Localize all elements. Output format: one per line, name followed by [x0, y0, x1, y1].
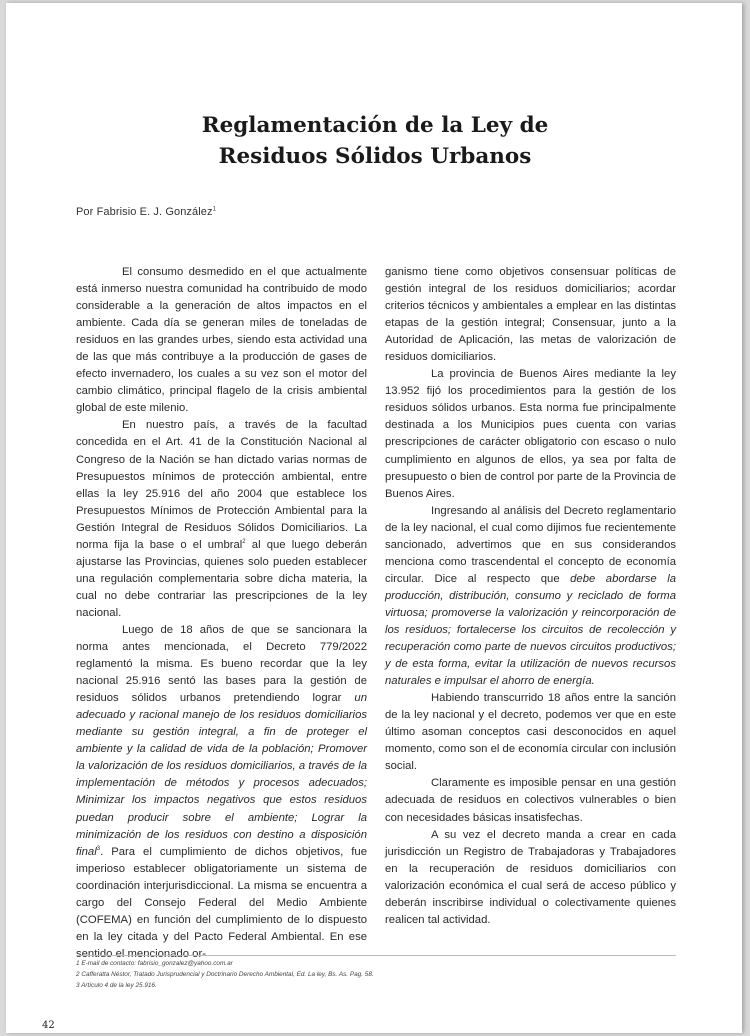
footnote-ref-3: 3: [96, 845, 101, 852]
footnote-ref-2: 2: [242, 538, 246, 545]
article-title: [0, 110, 750, 172]
title-line-2: Residuos Sólidos Urbanos: [218, 144, 532, 169]
footnote-3: 3 Artículo 4 de la ley 25.916.: [76, 982, 157, 989]
paragraph: En nuestro país, a través de la facultad concedida en el Art. 41 de la Constitución Nacional al Congreso de la Nación se han dictado varias normas de Presupuestos mínimos de protección ambiental, entre ellas la ley 25.916 del año 2004 que establece los Presupuestos Mínimos de Protección Ambiental para la Gestión Integral de Residuos Sólidos Domiciliarios. La norma fija la base o el umbral$^2$ al que luego deberán ajustarse las Provincias, quienes solo pueden establecer una regulación complementaria sobre dicha materia, la cual no debe contrariar las prescripciones de la ley nacional.: [76, 419, 367, 619]
quoted-objectives: un adecuado y racional manejo de los residuos domiciliarios mediante su gestión integral, a fin de proteger el ambiente y la calidad de vida de la población; Promover la valorización de los residuos domiciliarios, a través de la implementación de métodos y procesos adecuados; Minimizar los impactos negativos que estos residuos puedan producir sobre el ambiente; Lograr la minimización de los residuos con destino a disposición final: [76, 692, 367, 858]
footnote-2: 2 Cafferatta Néstor, Tratado Jurisprudencial y Doctrinario Derecho Ambiental, Ed. La ley, Bs. As. Pag. 58.: [76, 971, 374, 978]
footnote-ref-1: 1: [212, 206, 217, 213]
page-number: 42: [42, 1020, 55, 1031]
title-line-1: Reglamentación de la Ley de: [201, 113, 549, 138]
footnotes: [76, 955, 676, 991]
left-column: [76, 264, 367, 963]
author-name: Por Fabrisio E. J. González: [76, 206, 213, 218]
paragraph: Luego de 18 años de que se sancionara la norma antes mencionada, el Decreto 779/2022 reglamentó la misma. Es bueno recordar que la ley nacional 25.916 sentó las bases para la gestión de residuos sólidos urbanos pretendiendo lograr un adecuado y racional manejo de los residuos domiciliarios mediante su gestión integral, a fin de proteger el ambiente y la calidad de vida de la población; Promover la valorización de los residuos domiciliarios, a través de la implementación de métodos y procesos adecuados; Minimizar los impactos negativos que estos residuos puedan producir sobre el ambiente; Lograr la minimización de los residuos con destino a disposición final$^3$. Para el cumplimiento de dichos objetivos, fue imperioso establecer obligatoriamente un sistema de coordinación interjurisdiccional. La misma se encuentra a cargo del Consejo Federal del Medio Ambiente (COFEMA) en función del cumplimiento de lo dispuesto en la ley citada y del Pacto Federal Ambiental. En ese sentido el mencionado or-: [76, 623, 367, 960]
right-column: [385, 264, 676, 929]
paragraph: Ingresando al análisis del Decreto reglamentario de la ley nacional, el cual como dijimos fue recientemente sancionado, advertimos que en sus considerandos menciona como trascendental el concepto de economía circular. Dice al respecto que debe abordarse la producción, distribución, consumo y reciclado de forma virtuosa; promoverse la valorización y reincorporación de los residuos; fortalecerse los circuitos de recolección y recuperación como parte de nuevos circuitos productivos; y de esta forma, evitar la utilización de nuevos recursos naturales e impulsar el ahorro de energía.: [385, 504, 676, 688]
paragraph: La provincia de Buenos Aires mediante la ley 13.952 fijó los procedimientos para la gestión de los residuos sólidos urbanos. Esta norma fue principalmente destinada a los Municipios pues cuenta con varias prescripciones de carácter obligatorio con escaso o nulo cumplimiento en algunos de ellos, ya sea por falta de presupuesto o bien de control por parte de la Provincia de Buenos Aires.: [385, 368, 676, 500]
paragraph: El consumo desmedido en el que actualmente está inmerso nuestra comunidad ha contribuido de modo considerable a la generación de altos impactos en el ambiente. Cada día se generan miles de toneladas de residuos en las grandes urbes, siendo esta actividad una de las que más contribuye a la producción de gases de efecto invernadero, los cuales a su vez son el motor del cambio climático, principal flagelo de la crisis ambiental global de este milenio.: [76, 266, 367, 415]
paragraph: ganismo tiene como objetivos consensuar políticas de gestión integral de los residuos domiciliarios; acordar criterios técnicos y ambientales a emplear en las distintas etapas de la gestión integral; Consensuar, junto a la Autoridad de Aplicación, las metas de valorización de residuos domiciliarios.: [385, 266, 676, 364]
paragraph: Claramente es imposible pensar en una gestión adecuada de residuos en colectivos vulnerables o bien con necesidades básicas insatisfechas.: [385, 777, 676, 824]
paragraph: A su vez el decreto manda a crear en cada jurisdicción un Registro de Trabajadoras y Trabajadores en la recuperación de residuos domiciliarios con valorización económica el cual será de acceso público y deberán inscribirse individual o colectivamente quienes realicen tal actividad.: [385, 828, 676, 926]
quoted-decree-text: debe abordarse la producción, distribución, consumo y reciclado de forma virtuosa; promoverse la valorización y reincorporación de los residuos; fortalecerse los circuitos de recolección y recuperación como parte de nuevos circuitos productivos; y de esta forma, evitar la utilización de nuevos recursos naturales e impulsar el ahorro de energía.: [385, 572, 676, 688]
author-byline: [76, 206, 216, 218]
footnote-1: 1 E-mail de contacto: fabrisio_gonzalez@yahoo.com.ar: [76, 960, 233, 967]
paragraph: Habiendo transcurrido 18 años entre la sanción de la ley nacional y el decreto, podemos ver que en este último asoman conceptos casi desconocidos en aquel momento, como son el de economía circular con inclusión social.: [385, 692, 676, 773]
